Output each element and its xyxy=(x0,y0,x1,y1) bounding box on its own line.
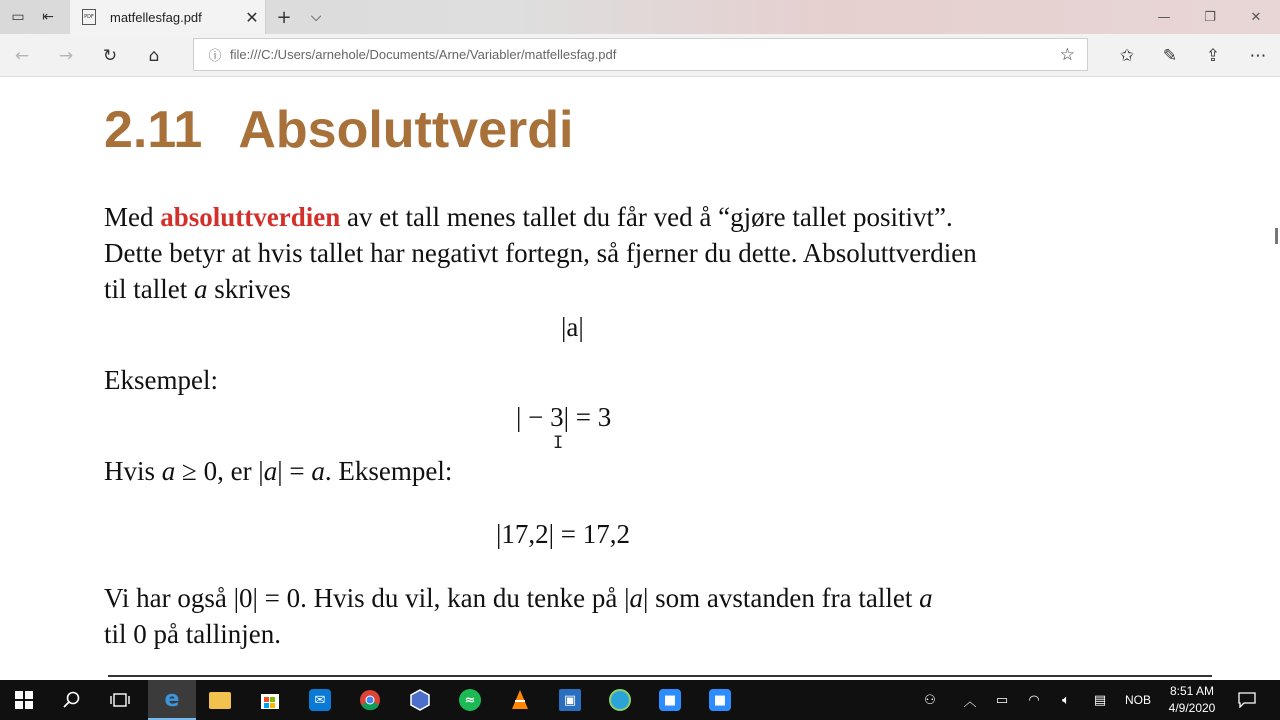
language-indicator[interactable]: NOB xyxy=(1124,693,1151,707)
pdf-document[interactable] xyxy=(0,78,1270,678)
text: | = xyxy=(277,456,312,486)
text: ≥ 0, er | xyxy=(175,456,264,486)
paragraph-2 xyxy=(104,456,452,487)
text: av et tall menes tallet du får ved å “gjøre tallet positivt”. xyxy=(340,202,953,232)
clock-time: 8:51 AM xyxy=(1169,684,1215,698)
set-aside-tabs-icon[interactable]: ⇤ xyxy=(42,9,54,25)
file-explorer-icon[interactable] xyxy=(196,680,244,720)
equation-abs-minus-3: | − 3| = 3 xyxy=(516,402,612,432)
chrome-icon[interactable] xyxy=(346,680,394,720)
favorite-star-icon[interactable]: ☆ xyxy=(1059,45,1075,65)
show-hidden-icons-chevron-up-icon[interactable]: ︿ xyxy=(963,694,977,710)
section-number: 2.11 xyxy=(104,101,203,159)
equation-abs-a: |a| xyxy=(561,312,584,342)
share-icon[interactable]: ⇪ xyxy=(1205,45,1221,66)
refresh-button[interactable]: ↻ xyxy=(102,45,118,66)
notes-pen-icon[interactable]: ✎ xyxy=(1162,45,1178,66)
vlc-icon[interactable] xyxy=(496,680,544,720)
edge-icon[interactable]: e xyxy=(148,680,196,720)
paragraph-1-line-1 xyxy=(104,202,953,233)
action-center-icon[interactable] xyxy=(1232,680,1262,720)
math-variable: a xyxy=(193,274,208,304)
spotify-icon[interactable]: ≈ xyxy=(446,680,494,720)
tab-actions-icon[interactable]: ▭ xyxy=(11,9,25,25)
search-icon[interactable] xyxy=(48,680,96,720)
new-tab-button[interactable]: + xyxy=(276,6,292,28)
mail-icon[interactable]: ✉ xyxy=(296,680,344,720)
math-variable: a xyxy=(629,583,643,613)
section-heading xyxy=(104,100,573,160)
paragraph-1-line-2: Dette betyr at hvis tallet har negativt fortegn, så fjerner du dette. Absoluttverdien xyxy=(104,238,977,268)
math-variable: a xyxy=(161,456,176,486)
text-cursor-icon: I xyxy=(553,433,564,453)
text: Vi har også |0| = 0. Hvis du vil, kan du tenke på | xyxy=(104,583,630,613)
address-url[interactable]: file:///C:/Users/arnehole/Documents/Arne/Variabler/matfellesfag.pdf xyxy=(230,47,617,62)
text: Med xyxy=(104,202,161,232)
example-label-1: Eksempel: xyxy=(104,365,218,395)
text: til tallet xyxy=(104,274,194,304)
clock-date: 4/9/2020 xyxy=(1168,701,1216,715)
equation-abs-17-2: |17,2| = 17,2 xyxy=(496,519,631,549)
home-button[interactable]: ⌂ xyxy=(148,45,160,66)
taskbar xyxy=(0,680,1280,720)
text: Hvis xyxy=(104,456,162,486)
section-title: Absoluttverdi xyxy=(238,101,574,159)
text: skrives xyxy=(207,274,291,304)
info-icon[interactable]: ⓘ xyxy=(208,49,222,64)
more-menu-icon[interactable]: ⋯ xyxy=(1249,45,1267,66)
text: . Eksempel: xyxy=(324,456,453,486)
volume-icon[interactable]: 🔈︎ xyxy=(1062,692,1070,708)
network-app-icon[interactable]: ▣ xyxy=(546,680,594,720)
start-icon[interactable] xyxy=(0,680,48,720)
clock[interactable] xyxy=(1160,683,1224,717)
address-bar[interactable] xyxy=(193,38,1088,71)
math-variable: a xyxy=(263,456,278,486)
forward-button[interactable]: → xyxy=(58,45,74,66)
action-keyboard-icon[interactable]: ▤ xyxy=(1093,692,1107,708)
paragraph-1-line-3 xyxy=(104,274,291,305)
store-icon[interactable] xyxy=(246,680,294,720)
back-button[interactable]: ← xyxy=(14,45,30,66)
navigation-bar xyxy=(0,34,1280,77)
keyword-absoluttverdien: absoluttverdien xyxy=(160,202,341,232)
paragraph-3-line-2: til 0 på tallinjen. xyxy=(104,619,281,649)
app-circle-icon[interactable] xyxy=(596,680,644,720)
tab-strip xyxy=(0,0,1280,34)
tab-close-icon[interactable]: ✕ xyxy=(245,7,259,27)
close-window-button[interactable]: ✕ xyxy=(1250,9,1262,25)
tab-title: matfellesfag.pdf xyxy=(110,9,202,25)
paragraph-3-line-1 xyxy=(104,583,933,614)
pdf-file-icon: PDF xyxy=(82,9,96,25)
scrollbar-thumb[interactable] xyxy=(1275,228,1278,244)
tab-active[interactable] xyxy=(70,0,266,34)
favorites-icon[interactable]: ✩ xyxy=(1119,45,1135,66)
app-hexagon-icon[interactable] xyxy=(396,680,444,720)
people-icon[interactable]: ⚇ xyxy=(924,692,936,708)
math-variable: a xyxy=(311,456,325,486)
tab-list-icon[interactable]: ⌵ xyxy=(310,9,322,25)
page-divider xyxy=(108,675,1212,677)
math-variable: a xyxy=(919,583,933,613)
minimize-button[interactable]: — xyxy=(1157,9,1171,25)
text: | som avstanden fra tallet xyxy=(643,583,920,613)
wifi-icon[interactable]: ◠ xyxy=(1028,692,1040,708)
restore-button[interactable]: ❐ xyxy=(1204,9,1216,25)
battery-icon[interactable]: ▭ xyxy=(995,692,1009,708)
zoom-meeting-icon[interactable]: ■ xyxy=(696,680,744,720)
task-view-icon[interactable] xyxy=(96,680,144,720)
zoom-icon[interactable]: ■ xyxy=(646,680,694,720)
